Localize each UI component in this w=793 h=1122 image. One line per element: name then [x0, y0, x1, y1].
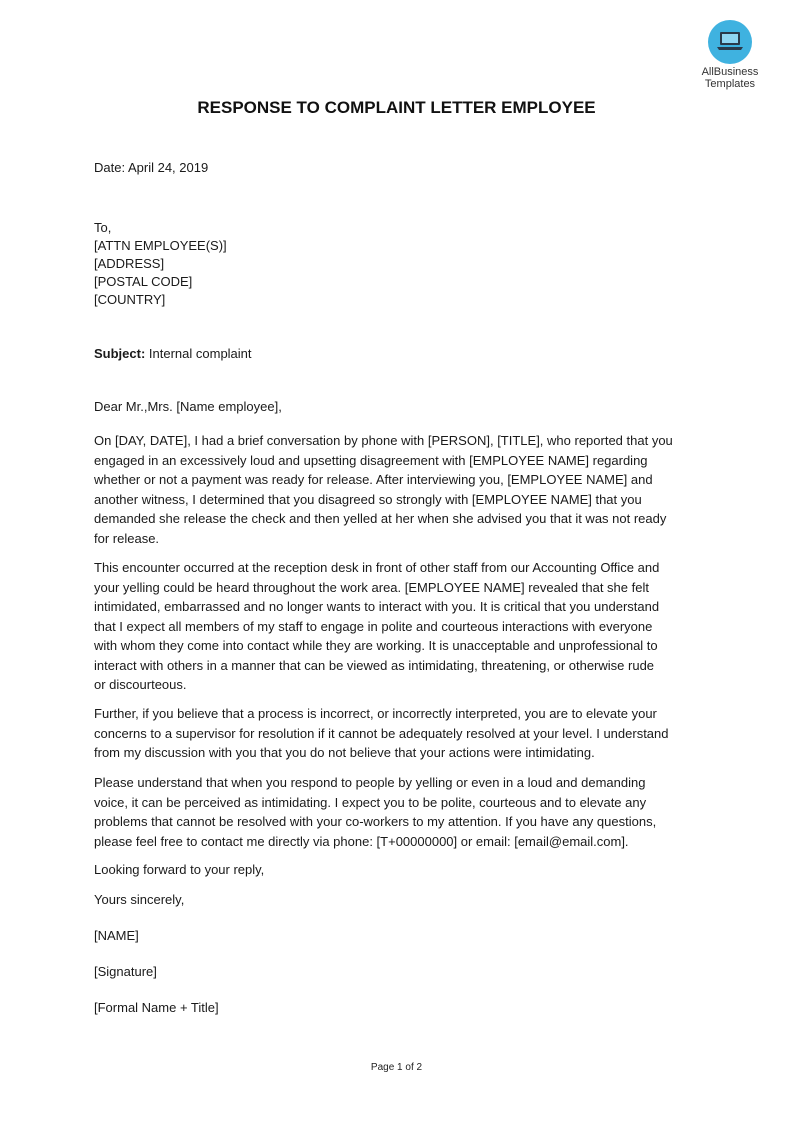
closing: Looking forward to your reply,: [94, 862, 265, 877]
paragraph-line: voice, it can be perceived as intimidating. I expect you to be polite, courteous and to elevate any: [94, 794, 647, 810]
paragraph-line: problems that cannot be resolved with your co-workers to my attention. If you have any questions,: [94, 814, 657, 829]
paragraph-line: your yelling could be heard throughout the work area. [EMPLOYEE NAME] revealed that she felt: [94, 579, 649, 595]
paragraph-2: [94, 558, 699, 695]
paragraph-line: with whom they come into contact while they are working. It is unacceptable and unprofessional to: [94, 638, 658, 653]
address-line-5: [COUNTRY]: [94, 292, 166, 307]
document-title: RESPONSE TO COMPLAINT LETTER EMPLOYEE: [197, 98, 596, 117]
paragraph-line: please feel free to contact me directly via phone: [T+00000000] or email: [email@email.com].: [94, 833, 629, 849]
address-line-3: [ADDRESS]: [94, 256, 165, 271]
paragraph-line: for release.: [94, 530, 160, 546]
address-line-2: [ATTN EMPLOYEE(S)]: [94, 238, 227, 253]
paragraph-1: [94, 431, 699, 548]
paragraph-line: Further, if you believe that a process is incorrect, or incorrectly interpreted, you are to elevate your: [94, 706, 657, 721]
paragraph-line: engaged in an excessively loud and upsetting disagreement with [EMPLOYEE NAME] regarding: [94, 452, 648, 468]
paragraph-line: or discourteous.: [94, 677, 187, 692]
paragraph-line: another witness, I determined that you disagreed so strongly with [EMPLOYEE NAME] that you: [94, 491, 642, 507]
paragraph-line: from my discussion with you that you do not believe that your actions were intimidating.: [94, 745, 595, 760]
subject-label: Subject:: [94, 346, 146, 361]
paragraph-line: whether or not a payment was ready for release. After interviewing you, [EMPLOYEE NAME] and: [94, 472, 653, 487]
paragraph-line: Please understand that when you respond to people by yelling or even in a loud and demanding: [94, 775, 646, 790]
paragraph-line: demanded she release the check and then yelled at her when she advised you that it was not ready: [94, 511, 667, 526]
laptop-icon: [708, 20, 752, 64]
brand-name: [690, 66, 770, 90]
address-line-4: [POSTAL CODE]: [94, 274, 193, 289]
formal-name-title: [Formal Name + Title]: [94, 1000, 219, 1015]
paragraph-line: concerns to a supervisor for resolution if it cannot be adequately resolved at your level. I understand: [94, 725, 669, 741]
subject-line: [94, 345, 252, 363]
paragraph-3: [94, 704, 699, 763]
letter-date: Date: April 24, 2019: [94, 160, 209, 175]
sender-name: [NAME]: [94, 928, 139, 943]
brand-line-1: AllBusiness: [701, 66, 759, 78]
subject-value: Internal complaint: [145, 346, 252, 361]
address-line-1: To,: [94, 220, 112, 235]
paragraph-line: intimidated, embarrassed and no longer wants to interact with you. It is critical that you understand: [94, 599, 660, 614]
signoff: Yours sincerely,: [94, 892, 185, 907]
brand-line-2: Templates: [704, 78, 756, 90]
paragraph-line: that I expect all members of my staff to engage in polite and courteous interactions with everyone: [94, 618, 653, 634]
page-number: Page 1 of 2: [370, 1062, 423, 1073]
paragraph-line: interact with others in a manner that can be viewed as intimidating, threatening, or otherwise rude: [94, 657, 655, 673]
brand-logo: [690, 20, 770, 90]
salutation: Dear Mr.,Mrs. [Name employee],: [94, 399, 282, 414]
signature: [Signature]: [94, 964, 157, 979]
paragraph-line: This encounter occurred at the reception desk in front of other staff from our Accounting Office and: [94, 560, 660, 575]
paragraph-line: On [DAY, DATE], I had a brief conversation by phone with [PERSON], [TITLE], who reported that you: [94, 433, 673, 448]
paragraph-4: [94, 773, 699, 851]
